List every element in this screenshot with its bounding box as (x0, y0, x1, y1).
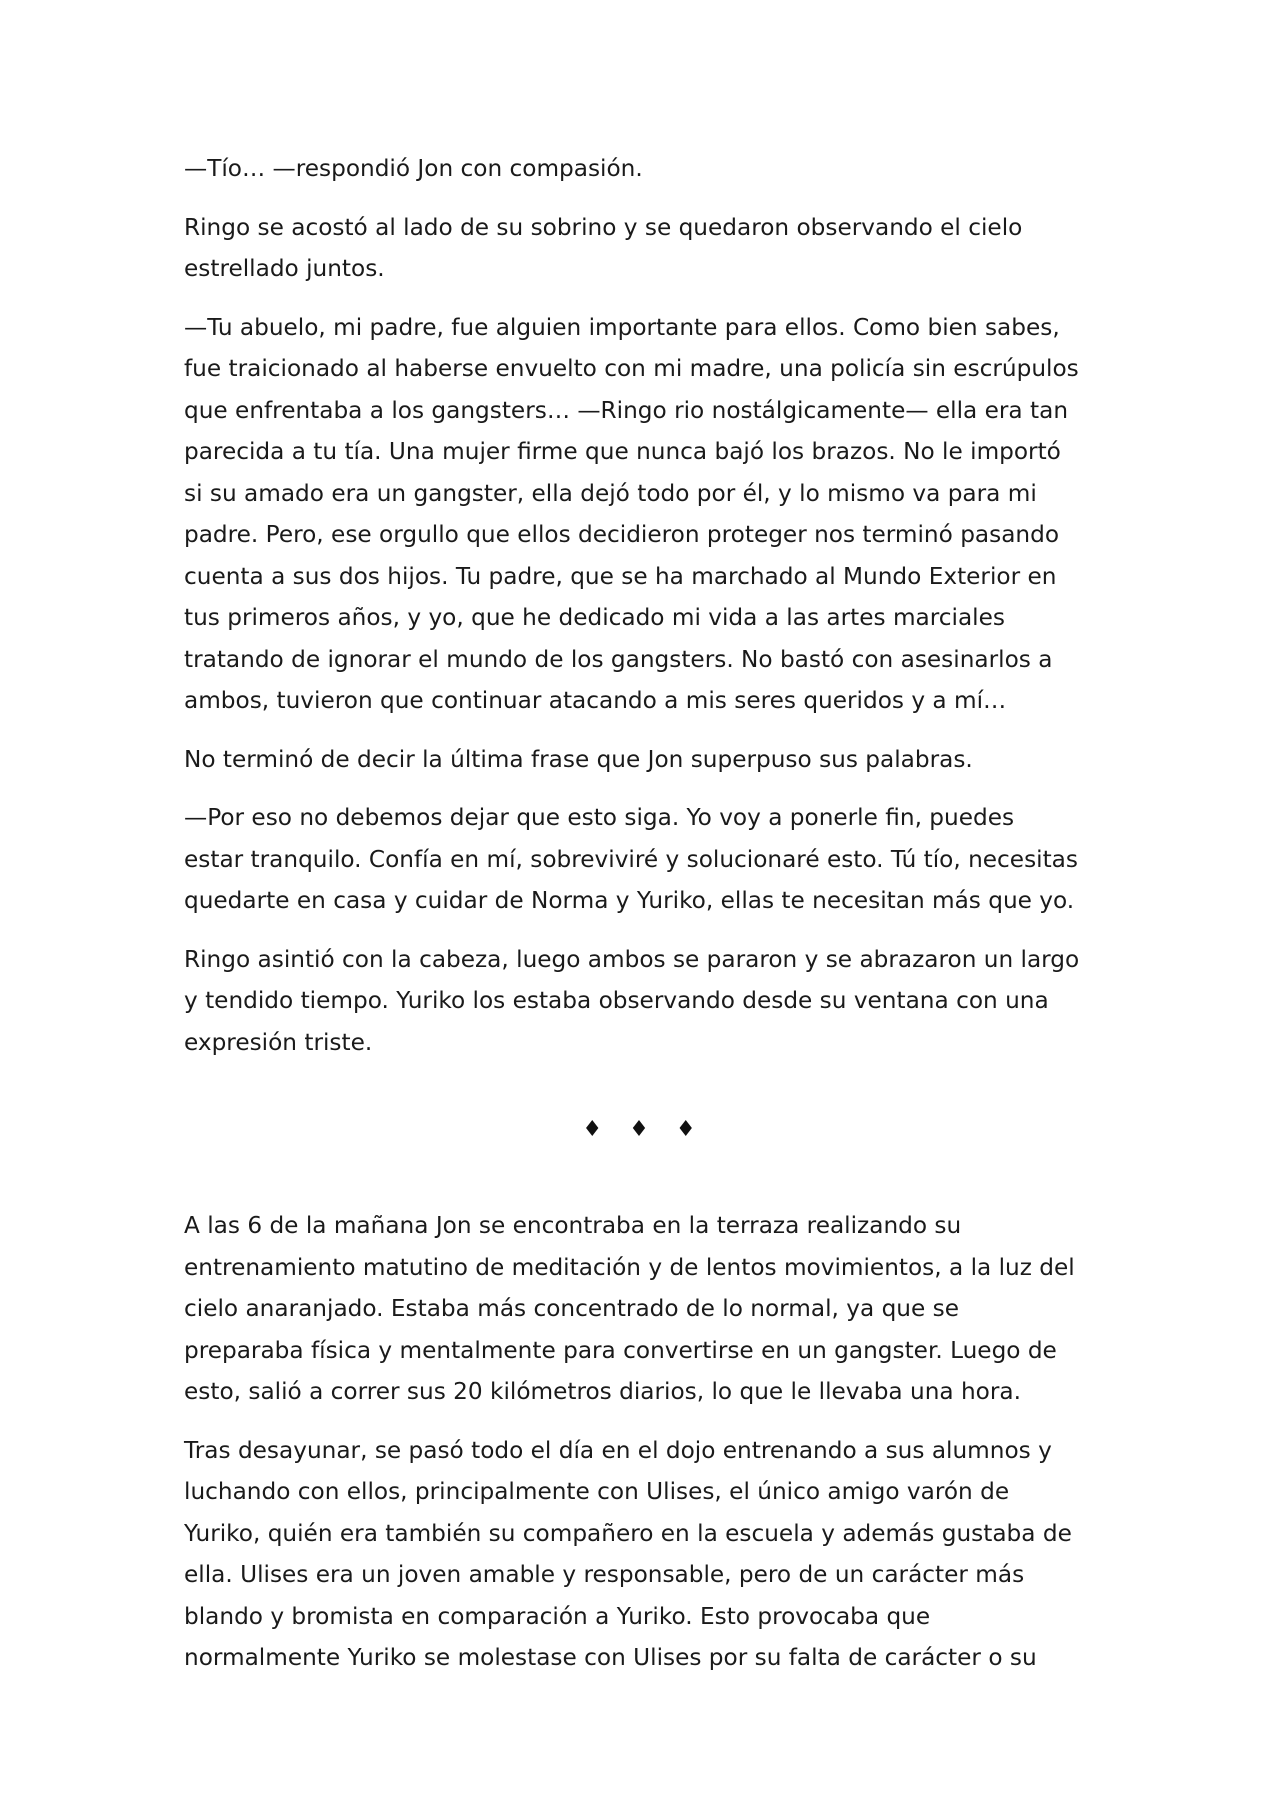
text-line: —Tu abuelo, mi padre, fue alguien importante para ellos. Como bien sabes, (184, 313, 1060, 341)
text-line: entrenamiento matutino de meditación y de lentos movimientos, a la luz del (184, 1253, 1075, 1281)
text-line: luchando con ellos, principalmente con Ulises, el único amigo varón de (184, 1478, 1010, 1505)
text-line: Tras desayunar, se pasó todo el día en el dojo entrenando a sus alumnos y (184, 1436, 1052, 1464)
text-line: cielo anaranjado. Estaba más concentrado de lo normal, ya que se (184, 1295, 959, 1322)
paragraph (184, 939, 1104, 1064)
text-line: quedarte en casa y cuidar de Norma y Yuriko, ellas te necesitan más que yo. (184, 887, 1075, 914)
text-line: —Por eso no debemos dejar que esto siga. Yo voy a ponerle fin, puedes (184, 804, 1015, 831)
paragraph (184, 148, 1104, 190)
text-line: A las 6 de la mañana Jon se encontraba en la terraza realizando su (184, 1212, 962, 1239)
paragraph (184, 307, 1104, 722)
text-line: estrellado juntos. (184, 255, 385, 282)
paragraph (184, 739, 1104, 781)
text-line: —Tío… —respondió Jon con compasión. (184, 155, 643, 182)
text-line: ella. Ulises era un joven amable y responsable, pero de un carácter más (184, 1561, 1025, 1588)
text-line: Ringo asintió con la cabeza, luego ambos se pararon y se abrazaron un largo (184, 945, 1080, 973)
text-line: si su amado era un gangster, ella dejó todo por él, y lo mismo va para mi (184, 479, 1037, 507)
text-line: preparaba física y mentalmente para convertirse en un gangster. Luego de (184, 1336, 1057, 1364)
scene-separator: ♦ ♦ ♦ (582, 1117, 706, 1142)
paragraph (184, 797, 1104, 922)
text-line: No terminó de decir la última frase que Jon superpuso sus palabras. (184, 745, 973, 773)
document-page (184, 148, 1104, 1696)
text-block-bottom (184, 1205, 1104, 1679)
text-line: normalmente Yuriko se molestase con Ulises por su falta de carácter o su (184, 1644, 1037, 1671)
text-line: ambos, tuvieron que continuar atacando a mis seres queridos y a mí… (184, 687, 1007, 714)
text-block-top (184, 148, 1104, 1063)
text-line: tus primeros años, y yo, que he dedicado mi vida a las artes marciales (184, 604, 1005, 631)
text-line: fue traicionado al haberse envuelto con mi madre, una policía sin escrúpulos (184, 355, 1079, 382)
text-line: blando y bromista en comparación a Yuriko. Esto provocaba que (184, 1602, 931, 1630)
paragraph (184, 1430, 1104, 1679)
text-line: parecida a tu tía. Una mujer firme que nunca bajó los brazos. No le importó (184, 438, 1061, 465)
text-line: que enfrentaba a los gangsters… —Ringo rio nostálgicamente— ella era tan (184, 396, 1069, 424)
text-line: cuenta a sus dos hijos. Tu padre, que se ha marchado al Mundo Exterior en (184, 562, 1057, 590)
text-line: y tendido tiempo. Yuriko los estaba observando desde su ventana con una (184, 987, 1049, 1014)
text-line: estar tranquilo. Confía en mí, sobreviviré y solucionaré esto. Tú tío, necesitas (184, 845, 1078, 873)
paragraph (184, 1205, 1104, 1413)
text-line: Ringo se acostó al lado de su sobrino y se quedaron observando el cielo (184, 213, 1023, 241)
text-line: esto, salió a correr sus 20 kilómetros diarios, lo que le llevaba una hora. (184, 1378, 1021, 1405)
paragraph (184, 207, 1104, 290)
text-line: tratando de ignorar el mundo de los gangsters. No bastó con asesinarlos a (184, 645, 1053, 673)
text-line: padre. Pero, ese orgullo que ellos decidieron proteger nos terminó pasando (184, 521, 1060, 548)
text-line: expresión triste. (184, 1028, 373, 1056)
text-line: Yuriko, quién era también su compañero en la escuela y además gustaba de (184, 1519, 1072, 1547)
